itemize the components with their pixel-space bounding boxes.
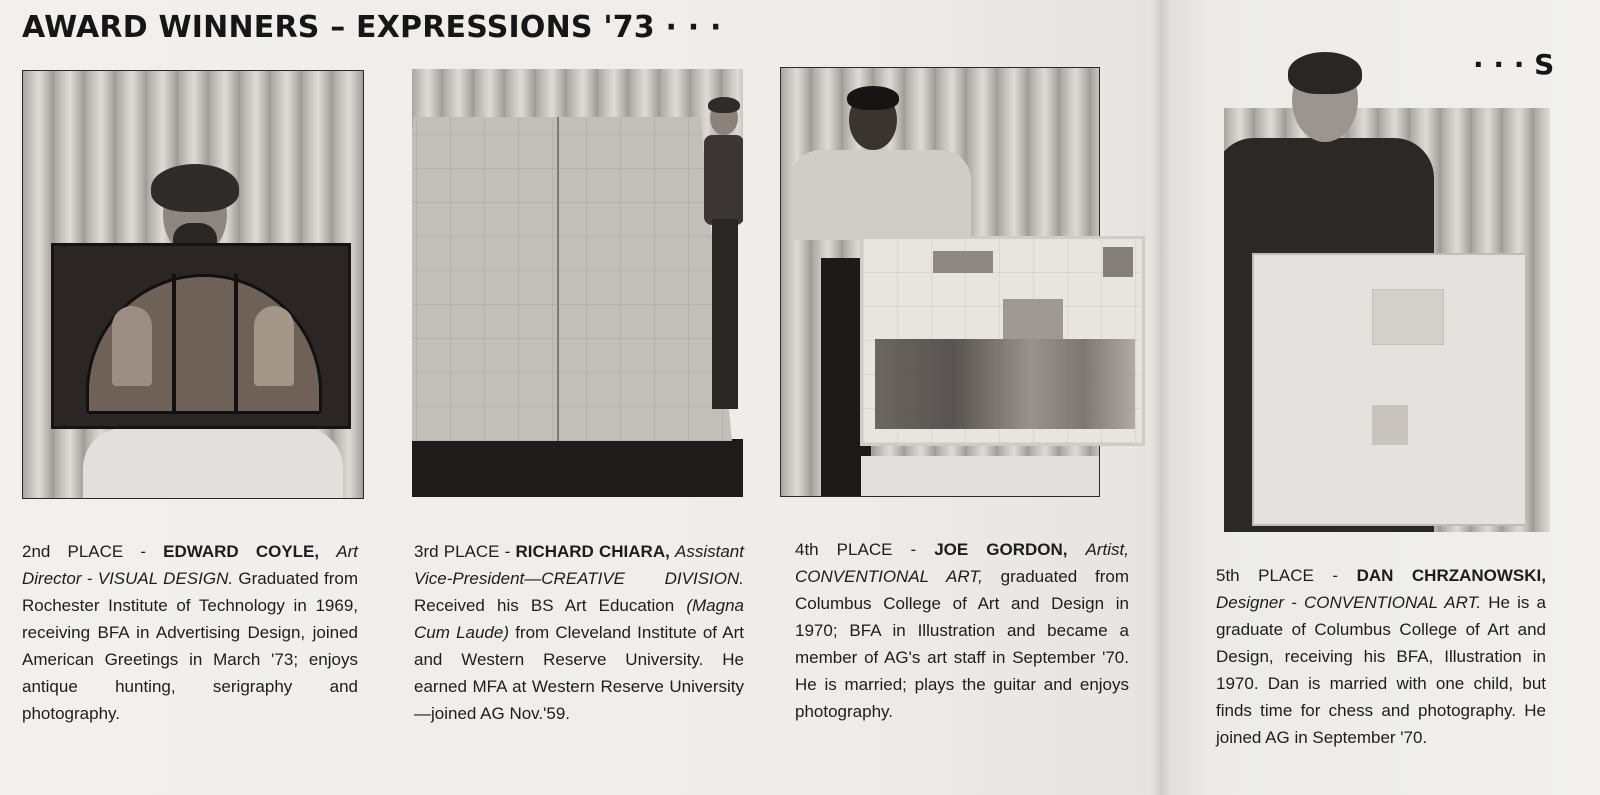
winner-bio: Graduated from Rochester Institute of Technology in 1969, receiving BFA in Advertising Design, joined American Greetings in March '73; enjoys antique hunting, serigraphy and photography.: [22, 569, 359, 723]
place-label: 5th PLACE -: [1216, 566, 1357, 585]
caption-joe-gordon: [795, 536, 1129, 725]
caption-edward-coyle: [22, 538, 358, 727]
winner-department: CONVENTIONAL ART,: [795, 567, 983, 586]
winner-role: Designer - CONVENTIONAL ART.: [1216, 593, 1482, 612]
arched-painting-artwork: [51, 243, 351, 429]
caption-richard-chiara: [414, 538, 744, 727]
place-label: 3rd PLACE -: [414, 542, 516, 561]
tile-panel-artwork: [412, 117, 732, 441]
winner-bio: graduated from Columbus College of Art and Design in 1970; BFA in Illustration and became a member of AG's art staff in September '70. He is married; plays the guitar and enjoys photography.: [795, 567, 1129, 721]
winner-role: Artist,: [1085, 540, 1129, 559]
caption-dan-chrzanowski: [1216, 562, 1546, 751]
headline-continued: · · · S: [1473, 48, 1555, 81]
place-label: 4th PLACE -: [795, 540, 935, 559]
page-headline: AWARD WINNERS – EXPRESSIONS '73 · · ·: [22, 10, 722, 45]
photo-richard-chiara: [412, 69, 743, 497]
winner-bio: He is a graduate of Columbus College of Art and Design, receiving his BFA, Illustration in 1970. Dan is married with one child, but finds time for chess and photography. He joined AG in September '70.: [1216, 593, 1546, 747]
winner-role: Assistant Vice-President—CREATIVE DIVISION.: [414, 542, 744, 588]
winner-name: EDWARD COYLE,: [163, 542, 320, 561]
dan-chrzanowski-hair: [1288, 52, 1362, 94]
page-fold: [1150, 0, 1170, 795]
winner-name: DAN CHRZANOWSKI,: [1356, 566, 1546, 585]
winner-bio-part-2: from Cleveland Institute of Art and Western Reserve University. He earned MFA at Western Reserve University—joined AG Nov.'59.: [414, 623, 744, 723]
abstract-painting-artwork: [860, 236, 1145, 446]
winner-bio-part-1: Received his BS Art Education: [414, 596, 687, 615]
winner-role: Art Director - VISUAL DESIGN.: [22, 542, 358, 588]
place-label: 2nd PLACE -: [22, 542, 164, 561]
winner-name: JOE GORDON,: [934, 540, 1068, 559]
framed-artwork: [1252, 253, 1527, 526]
winner-name: RICHARD CHIARA,: [515, 542, 670, 561]
winner-bio-honor: (Magna Cum Laude): [414, 596, 744, 642]
photo-edward-coyle: [22, 70, 364, 499]
